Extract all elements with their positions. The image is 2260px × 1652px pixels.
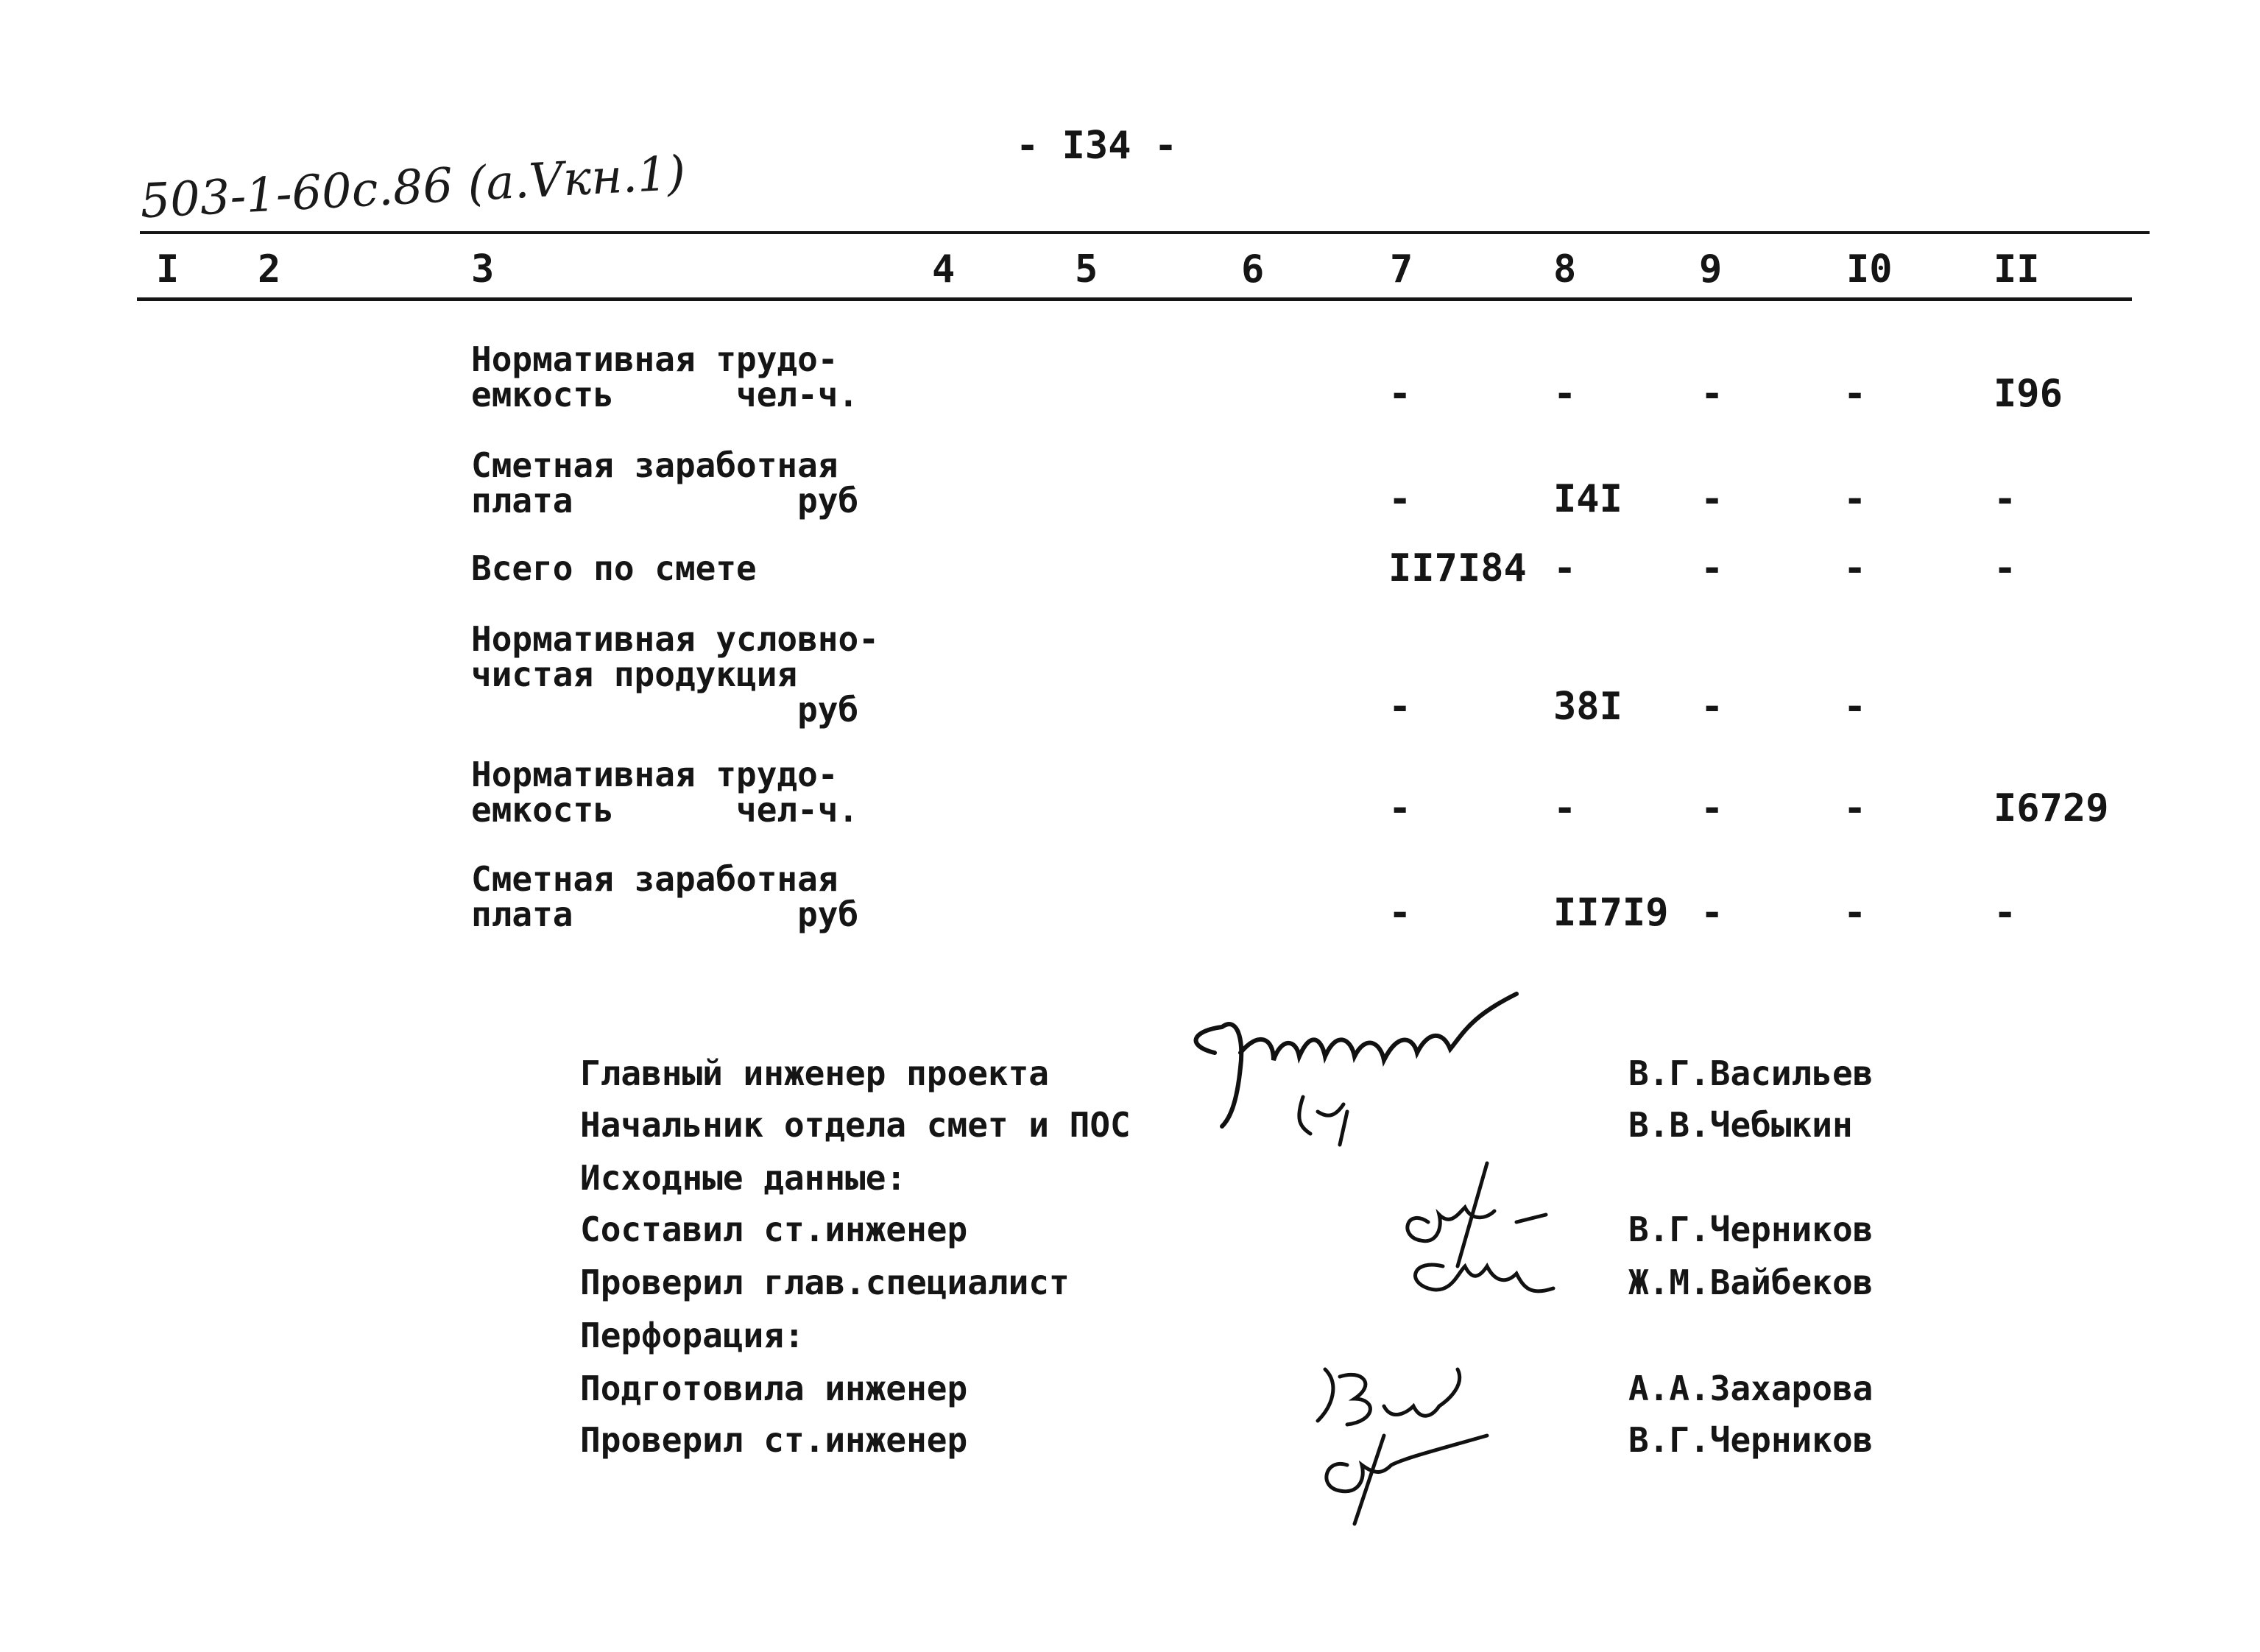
cell-col11: - [1994,546,2017,590]
cell-col9: - [1701,685,1724,729]
row-label: Нормативная трудо- емкость чел-ч. [471,339,859,414]
row-label: Нормативная условно- чистая продукция руб [471,619,879,730]
signoff-role: Проверил глав.специалист [580,1263,1070,1302]
document-code: 503-1-60с.86 (а.Vкн.1) [138,146,688,230]
cell-col9: - [1701,477,1724,521]
row-label: Сметная заработная плата руб [471,859,859,934]
signature-compiler-checker [1384,1156,1575,1325]
row-label: Сметная заработная плата руб [471,445,859,520]
signoff-role: Начальник отдела смет и ПОС [580,1105,1131,1145]
column-number: 7 [1390,247,1413,292]
row-label: Всего по смете [471,548,757,588]
cell-col7: - [1388,786,1412,830]
signature-chief-engineer [1170,986,1553,1156]
cell-col7: II7I84 [1388,546,1527,590]
cell-col8: - [1553,546,1577,590]
cell-col8: - [1553,786,1577,830]
column-number: I [156,247,180,292]
column-number: 6 [1241,247,1265,292]
cell-col11: - [1994,891,2017,935]
cell-col10: - [1843,891,1867,935]
column-number: 2 [258,247,281,292]
cell-col8: II7I9 [1553,891,1669,935]
page-number: - I34 - [1016,124,1178,168]
top-rule [140,231,2150,234]
cell-col7: - [1388,372,1412,416]
column-number: 3 [471,247,495,292]
cell-col7: - [1388,685,1412,729]
signoff-role: Главный инженер проекта [580,1053,1049,1093]
column-number: I0 [1846,247,1893,292]
cell-col8: - [1553,372,1577,416]
cell-col9: - [1701,891,1724,935]
cell-col11: - [1994,477,2017,521]
column-number: 8 [1553,247,1577,292]
column-number: 4 [932,247,956,292]
cell-col10: - [1843,372,1867,416]
column-number: 9 [1699,247,1723,292]
signoff-role: Проверил ст.инженер [580,1420,968,1460]
column-number: II [1994,247,2040,292]
cell-col9: - [1701,372,1724,416]
signoff-name: Ж.М.Вайбеков [1628,1263,1874,1302]
cell-col10: - [1843,685,1867,729]
cell-col8: I4I [1553,477,1622,521]
signoff-section-heading: Перфорация: [580,1316,805,1355]
cell-col7: - [1388,477,1412,521]
signoff-name: В.Г.Черников [1628,1210,1874,1249]
signoff-role: Составил ст.инженер [580,1210,968,1249]
signoff-name: В.Г.Васильев [1628,1053,1874,1093]
signoff-section-heading: Исходные данные: [580,1158,907,1198]
column-number: 5 [1075,247,1098,292]
cell-col11: I96 [1994,372,2063,416]
cell-col9: - [1701,786,1724,830]
cell-col7: - [1388,891,1412,935]
cell-col11: I6729 [1994,786,2109,830]
cell-col9: - [1701,546,1724,590]
signoff-name: В.Г.Черников [1628,1420,1874,1460]
signoff-role: Подготовила инженер [580,1369,968,1408]
cell-col10: - [1843,786,1867,830]
signature-perforation [1296,1355,1516,1531]
signoff-name: В.В.Чебыкин [1628,1105,1853,1145]
cell-col10: - [1843,477,1867,521]
cell-col10: - [1843,546,1867,590]
header-bottom-rule [137,297,2132,301]
signoff-name: А.А.Захарова [1628,1369,1874,1408]
cell-col8: 38I [1553,685,1622,729]
row-label: Нормативная трудо- емкость чел-ч. [471,755,859,830]
